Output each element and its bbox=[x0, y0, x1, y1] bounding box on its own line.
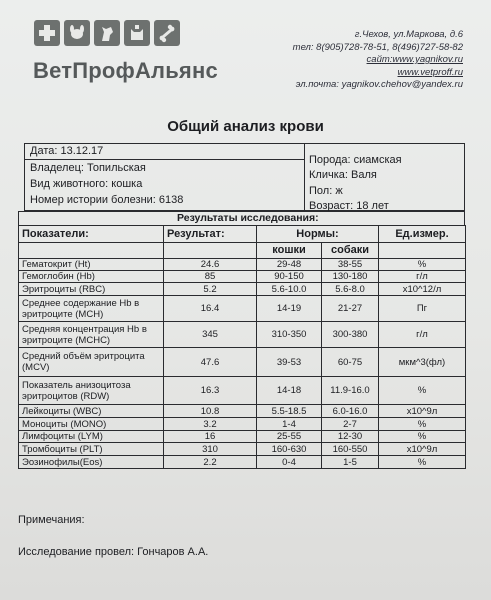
history-number: Номер истории болезни: 6138 bbox=[30, 194, 184, 206]
row-norm-dogs: 21-27 bbox=[322, 296, 379, 322]
row-value: 47.6 bbox=[164, 348, 257, 377]
row-norm-dogs: 130-180 bbox=[322, 271, 379, 283]
row-name: Эритроциты (RBC) bbox=[19, 283, 164, 296]
row-norm-cats: 1-4 bbox=[257, 418, 322, 431]
row-norm-cats: 90-150 bbox=[257, 271, 322, 283]
brand-name: ВетПрофАльянс bbox=[33, 58, 218, 83]
row-unit: х10^9л bbox=[379, 443, 466, 456]
table-row bbox=[19, 377, 466, 405]
row-value: 310 bbox=[164, 443, 257, 456]
header-indicator: Показатели: bbox=[19, 226, 164, 243]
horse-icon bbox=[94, 20, 120, 46]
row-name: Средняя концентрация Hb в эритроците (MCHC) bbox=[19, 322, 164, 348]
row-value: 3.2 bbox=[164, 418, 257, 431]
contacts bbox=[293, 29, 463, 92]
row-name: Показатель анизоцитоза эритроцитов (RDW) bbox=[19, 377, 164, 405]
row-norm-cats: 25-55 bbox=[257, 431, 322, 443]
row-unit: % bbox=[379, 418, 466, 431]
row-value: 5.2 bbox=[164, 283, 257, 296]
species: Вид животного: кошка bbox=[30, 178, 143, 190]
owner: Владелец: Топильская bbox=[30, 162, 146, 174]
row-norm-dogs: 300-380 bbox=[322, 322, 379, 348]
row-norm-dogs: 6.0-16.0 bbox=[322, 405, 379, 418]
address: г.Чехов, ул.Маркова, д.6 bbox=[354, 29, 463, 40]
results-table bbox=[18, 225, 466, 469]
cat-icon bbox=[124, 20, 150, 46]
row-unit: мкм^3(фл) bbox=[379, 348, 466, 377]
date-underline bbox=[25, 159, 304, 160]
row-name: Гемоглобин (Hb) bbox=[19, 271, 164, 283]
table-row bbox=[19, 443, 466, 456]
row-norm-dogs: 38-55 bbox=[322, 259, 379, 271]
header-cats: кошки bbox=[257, 243, 322, 259]
row-unit: г/л bbox=[379, 322, 466, 348]
header-indicator-blank bbox=[19, 243, 164, 259]
row-unit: % bbox=[379, 377, 466, 405]
row-norm-dogs: 160-550 bbox=[322, 443, 379, 456]
table-row bbox=[19, 418, 466, 431]
age: Возраст: 18 лет bbox=[309, 200, 389, 212]
header-unit: Ед.измер. bbox=[379, 226, 466, 243]
row-unit: Пг bbox=[379, 296, 466, 322]
row-value: 10.8 bbox=[164, 405, 257, 418]
table-row bbox=[19, 259, 466, 271]
header-unit-blank bbox=[379, 243, 466, 259]
results-section bbox=[18, 211, 465, 469]
row-norm-dogs: 12-30 bbox=[322, 431, 379, 443]
cross-icon bbox=[34, 20, 60, 46]
dog-icon bbox=[64, 20, 90, 46]
row-norm-dogs: 1-5 bbox=[322, 456, 379, 469]
site-link-1[interactable]: сайт:www.yagnikov.ru bbox=[366, 54, 463, 65]
row-name: Лимфоциты (LYM) bbox=[19, 431, 164, 443]
table-row bbox=[19, 283, 466, 296]
row-unit: г/л bbox=[379, 271, 466, 283]
row-name: Среднее содержание Hb в эритроците (MCH) bbox=[19, 296, 164, 322]
row-norm-cats: 0-4 bbox=[257, 456, 322, 469]
row-norm-cats: 5.5-18.5 bbox=[257, 405, 322, 418]
row-norm-cats: 39-53 bbox=[257, 348, 322, 377]
logo-icons bbox=[34, 20, 180, 46]
table-row bbox=[19, 271, 466, 283]
date: Дата: 13.12.17 bbox=[30, 145, 104, 157]
sex: Пол: ж bbox=[309, 185, 343, 197]
row-norm-cats: 160-630 bbox=[257, 443, 322, 456]
phone: тел: 8(905)728-78-51, 8(496)727-58-82 bbox=[292, 41, 463, 53]
row-norm-cats: 29-48 bbox=[257, 259, 322, 271]
row-value: 16.4 bbox=[164, 296, 257, 322]
signed-by: Исследование провел: Гончаров А.А. bbox=[18, 546, 209, 558]
email[interactable]: эл.почта: yagnikov.chehov@yandex.ru bbox=[295, 79, 463, 90]
row-name: Тромбоциты (PLT) bbox=[19, 443, 164, 456]
row-norm-cats: 14-19 bbox=[257, 296, 322, 322]
row-norm-dogs: 11.9-16.0 bbox=[322, 377, 379, 405]
row-value: 345 bbox=[164, 322, 257, 348]
row-name: Лейкоциты (WBC) bbox=[19, 405, 164, 418]
info-divider bbox=[304, 144, 305, 210]
table-row bbox=[19, 456, 466, 469]
row-norm-dogs: 60-75 bbox=[322, 348, 379, 377]
nickname: Кличка: Валя bbox=[309, 169, 377, 181]
bone-icon bbox=[154, 20, 180, 46]
patient-info bbox=[24, 143, 465, 211]
row-name: Моноциты (MONO) bbox=[19, 418, 164, 431]
row-unit: % bbox=[379, 456, 466, 469]
results-caption: Результаты исследования: bbox=[18, 211, 465, 225]
table-row bbox=[19, 296, 466, 322]
row-name: Средний объём эритроцита (MCV) bbox=[19, 348, 164, 377]
row-value: 2.2 bbox=[164, 456, 257, 469]
row-unit: х10^9л bbox=[379, 405, 466, 418]
table-row bbox=[19, 348, 466, 377]
row-value: 85 bbox=[164, 271, 257, 283]
header-result: Результат: bbox=[164, 226, 257, 243]
row-norm-cats: 5.6-10.0 bbox=[257, 283, 322, 296]
site-link-2[interactable]: www.vetproff.ru bbox=[397, 66, 463, 78]
row-value: 16 bbox=[164, 431, 257, 443]
header-dogs: собаки bbox=[322, 243, 379, 259]
row-norm-dogs: 2-7 bbox=[322, 418, 379, 431]
row-norm-cats: 310-350 bbox=[257, 322, 322, 348]
notes-label: Примечания: bbox=[18, 514, 85, 526]
row-name: Гематокрит (Ht) bbox=[19, 259, 164, 271]
row-name: Эозинофилы(Eos) bbox=[19, 456, 164, 469]
header-result-blank bbox=[164, 243, 257, 259]
row-value: 24.6 bbox=[164, 259, 257, 271]
row-unit: % bbox=[379, 431, 466, 443]
row-norm-dogs: 5.6-8.0 bbox=[322, 283, 379, 296]
table-row bbox=[19, 431, 466, 443]
header-norms: Нормы: bbox=[257, 226, 379, 243]
table-row bbox=[19, 405, 466, 418]
row-value: 16.3 bbox=[164, 377, 257, 405]
row-unit: % bbox=[379, 259, 466, 271]
row-norm-cats: 14-18 bbox=[257, 377, 322, 405]
row-unit: х10^12/л bbox=[379, 283, 466, 296]
document-title: Общий анализ крови bbox=[167, 118, 324, 135]
table-row bbox=[19, 322, 466, 348]
breed: Порода: сиамская bbox=[309, 154, 402, 166]
